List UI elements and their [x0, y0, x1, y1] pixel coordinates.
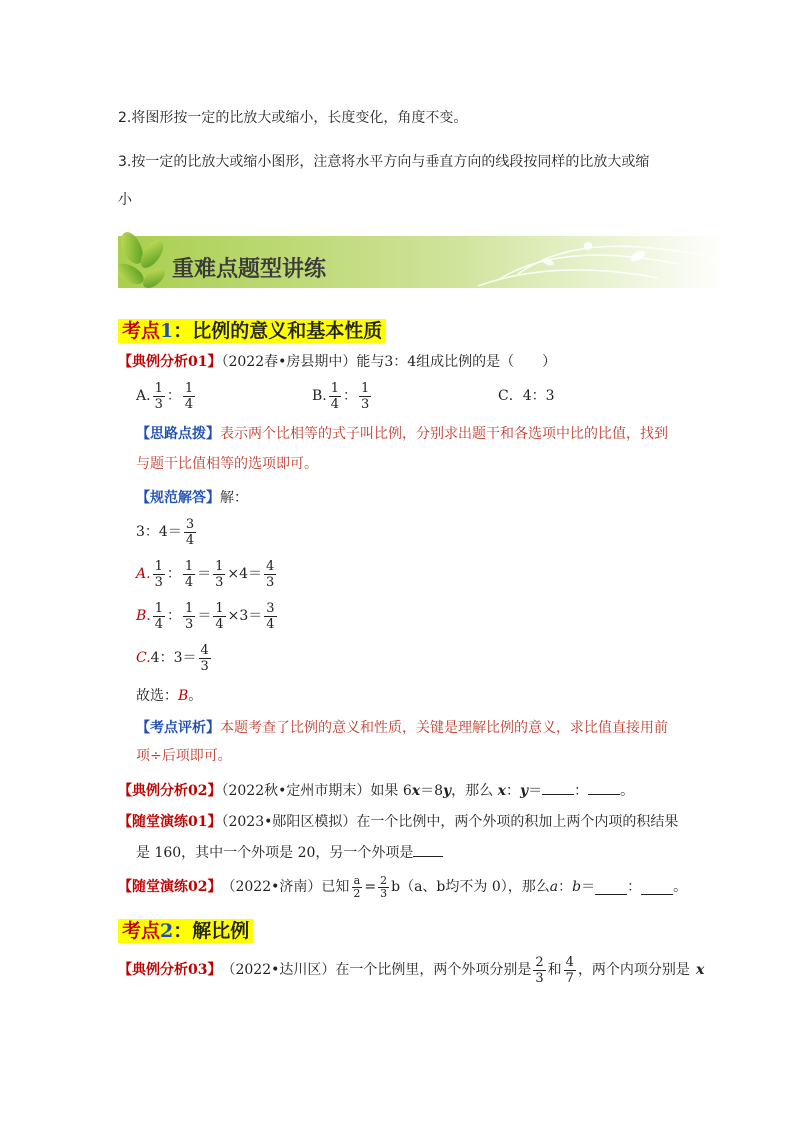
example-03-tag: 【典例分析03】 [118, 962, 222, 978]
example-03-question: 【典例分析03】 （2022•达川区）在一个比例里，两个外项分别是 $\frac{2}{3}$ 和 $\frac{4}{7}$ ，两个内项分别是 x [118, 954, 705, 986]
solution-line-b: B. $\frac{1}{4}$ ： $\frac{1}{3}$ ＝ $\frac{1}{4}$ ×3＝ $\frac{3}{4}$ [136, 600, 275, 632]
practice-01-line-1: 【随堂演练01】（2023•郧阳区模拟）在一个比例中，两个外项的积加上两个内项的积结果 [118, 814, 679, 830]
note-item-3-line2: 小 [118, 192, 132, 208]
answer-blank-4[interactable] [595, 880, 627, 895]
section-1-label: 考点 [122, 320, 161, 342]
idea-tag: 【思路点拨】 [136, 426, 220, 442]
answer-blank-3[interactable] [413, 842, 443, 857]
solution-line-ratio: 3：4＝ $\frac{3}{4}$ [136, 516, 195, 548]
example-01-source: （2022春•房县期中）能与3：4组成比例的是（ ） [221, 354, 557, 370]
solution-line-c: C. 4：3＝ $\frac{4}{3}$ [136, 642, 209, 674]
example-02-question: 【典例分析02】（2022秋•定州市期末）如果 6x＝8y，那么 x：y＝ ： 。 [118, 780, 634, 801]
answer-blank-2[interactable] [588, 780, 620, 795]
option-a: A. $\frac{1}{3}$ ： $\frac{1}{4}$ [136, 380, 194, 412]
practice-01-line-2: 是 160，其中一个外项是 20，另一个外项是 [136, 842, 443, 863]
section-1-number: 1 [160, 320, 174, 342]
answer-heading: 【规范解答】解： [136, 490, 248, 506]
practice-02-question: 【随堂演练02】 （2022•济南）已知 $\frac{a}{2}$ = $\frac{2}{3}$ b （a、b均不为 0），那么 a ： b ＝ ： 。 [118, 873, 688, 900]
option-b: B. $\frac{1}{4}$ ： $\frac{1}{3}$ [312, 380, 370, 412]
answer-tag: 【规范解答】 [136, 490, 220, 506]
section-1-title: ：比例的意义和基本性质 [173, 320, 383, 342]
choose-line: 故选：B。 [136, 688, 203, 704]
note-item-3-line1: 3.按一定的比放大或缩小图形，注意将水平方向与垂直方向的线段按同样的比放大或缩 [118, 154, 650, 170]
choose-answer: B [178, 688, 189, 704]
practice-02-tag: 【随堂演练02】 [118, 879, 222, 895]
banner-title: 重难点题型讲练 [172, 257, 327, 282]
section-2-number: 2 [160, 920, 174, 942]
review-tag: 【考点评析】 [136, 720, 220, 736]
idea-line-2: 与题干比值相等的选项即可。 [136, 456, 318, 472]
section-2-label: 考点 [122, 920, 161, 942]
note-item-2: 2.将图形按一定的比放大或缩小，长度变化，角度不变。 [118, 110, 468, 126]
review-line-2: 项÷后项即可。 [136, 748, 232, 764]
option-c: C．4：3 [498, 388, 555, 404]
solution-line-a: A. $\frac{1}{3}$ ： $\frac{1}{4}$ ＝ $\frac{1}{3}$ ×4＝ $\frac{4}{3}$ [136, 558, 275, 590]
idea-line-1: 【思路点拨】表示两个比相等的式子叫比例，分别求出题干和各选项中比的比值，找到 [136, 426, 668, 442]
section-2-heading [118, 916, 253, 943]
example-01-tag: 【典例分析01】 [118, 354, 222, 370]
section-2-title: ：解比例 [173, 920, 250, 942]
review-line-1: 【考点评析】本题考查了比例的意义和性质，关键是理解比例的意义，求比值直接用前 [136, 720, 668, 736]
answer-blank-5[interactable] [641, 880, 673, 895]
answer-blank-1[interactable] [542, 780, 574, 795]
section-1-heading [118, 316, 386, 343]
example-02-tag: 【典例分析02】 [118, 783, 222, 799]
example-01-question [118, 352, 556, 372]
practice-01-tag: 【随堂演练01】 [118, 814, 222, 830]
